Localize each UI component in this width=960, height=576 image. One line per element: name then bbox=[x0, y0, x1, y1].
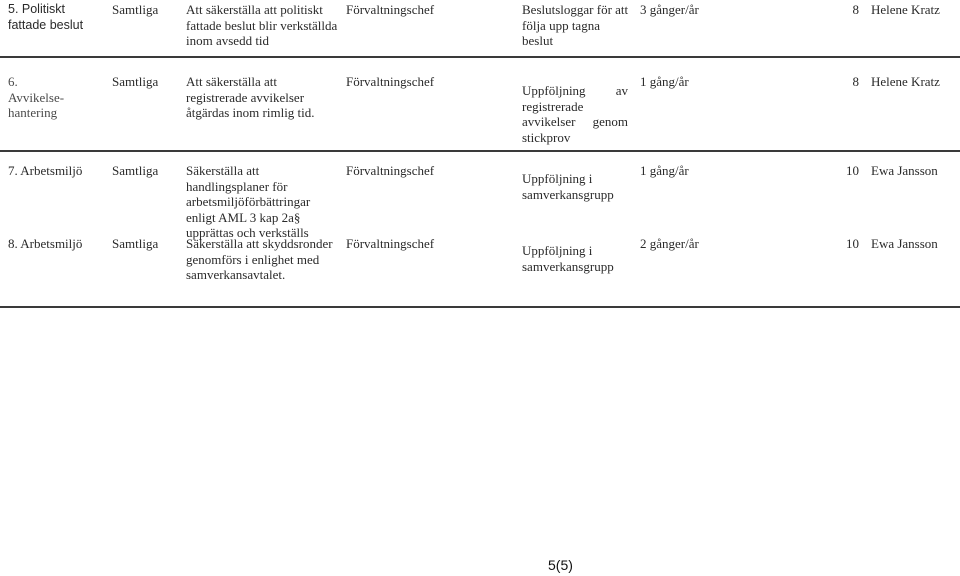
row8-method: Uppföljning i samverkansgrupp bbox=[522, 243, 614, 274]
row7-responsible: Förvaltningschef bbox=[346, 163, 435, 178]
row6-goal: Att säkerställa att registrerade avvikelser åtgärdas inom rimlig tid. bbox=[186, 74, 315, 120]
row6-method-line: stickprov bbox=[522, 129, 571, 145]
row8-goal: Säkerställa att skyddsronder genomförs i enlighet med samverkansavtalet. bbox=[186, 236, 333, 282]
row7-target: Samtliga bbox=[112, 163, 159, 178]
row8-points: 10 bbox=[846, 236, 859, 251]
row-divider bbox=[0, 150, 960, 152]
row7-method: Uppföljning i samverkansgrupp bbox=[522, 171, 614, 202]
row5-responsible: Förvaltningschef bbox=[346, 2, 435, 17]
row5-method: Beslutsloggar för att följa upp tagna beslut bbox=[522, 2, 629, 48]
row7-goal: Säkerställa att handlingsplaner för arbetsmiljöförbättringar enligt AML 3 kap 2a§ upprättas och verkställs bbox=[186, 163, 311, 240]
row-divider bbox=[0, 56, 960, 58]
row5-points: 8 bbox=[852, 2, 859, 17]
row6-method-line: Uppföljning av bbox=[522, 83, 628, 98]
row6-person: Helene Kratz bbox=[871, 74, 940, 89]
row8-frequency: 2 gånger/år bbox=[640, 236, 699, 251]
row5-frequency: 3 gånger/år bbox=[640, 2, 699, 17]
page-number: 5(5) bbox=[548, 557, 573, 573]
row6-method-line: avvikelser genom bbox=[522, 114, 628, 129]
row8-person: Ewa Jansson bbox=[871, 236, 938, 251]
row8-responsible: Förvaltningschef bbox=[346, 236, 435, 251]
row8-area: 8. Arbetsmiljö bbox=[8, 236, 83, 251]
row7-frequency: 1 gång/år bbox=[640, 163, 689, 178]
row6-area: 6. Avvikelse-hantering bbox=[8, 74, 65, 120]
row6-frequency: 1 gång/år bbox=[640, 74, 689, 89]
row6-target: Samtliga bbox=[112, 74, 159, 89]
row5-target: Samtliga bbox=[112, 2, 159, 17]
row6-method bbox=[522, 83, 628, 145]
row5-area: 5. Politiskt fattade beslut bbox=[8, 2, 84, 32]
row5-goal: Att säkerställa att politiskt fattade beslut blir verkställda inom avsedd tid bbox=[186, 2, 338, 48]
row-divider bbox=[0, 306, 960, 308]
row7-points: 10 bbox=[846, 163, 859, 178]
row6-responsible: Förvaltningschef bbox=[346, 74, 435, 89]
row7-person: Ewa Jansson bbox=[871, 163, 938, 178]
row6-method-line: registrerade bbox=[522, 98, 584, 114]
row7-area: 7. Arbetsmiljö bbox=[8, 163, 83, 178]
row6-points: 8 bbox=[852, 74, 859, 89]
row8-target: Samtliga bbox=[112, 236, 159, 251]
row5-person: Helene Kratz bbox=[871, 2, 940, 17]
